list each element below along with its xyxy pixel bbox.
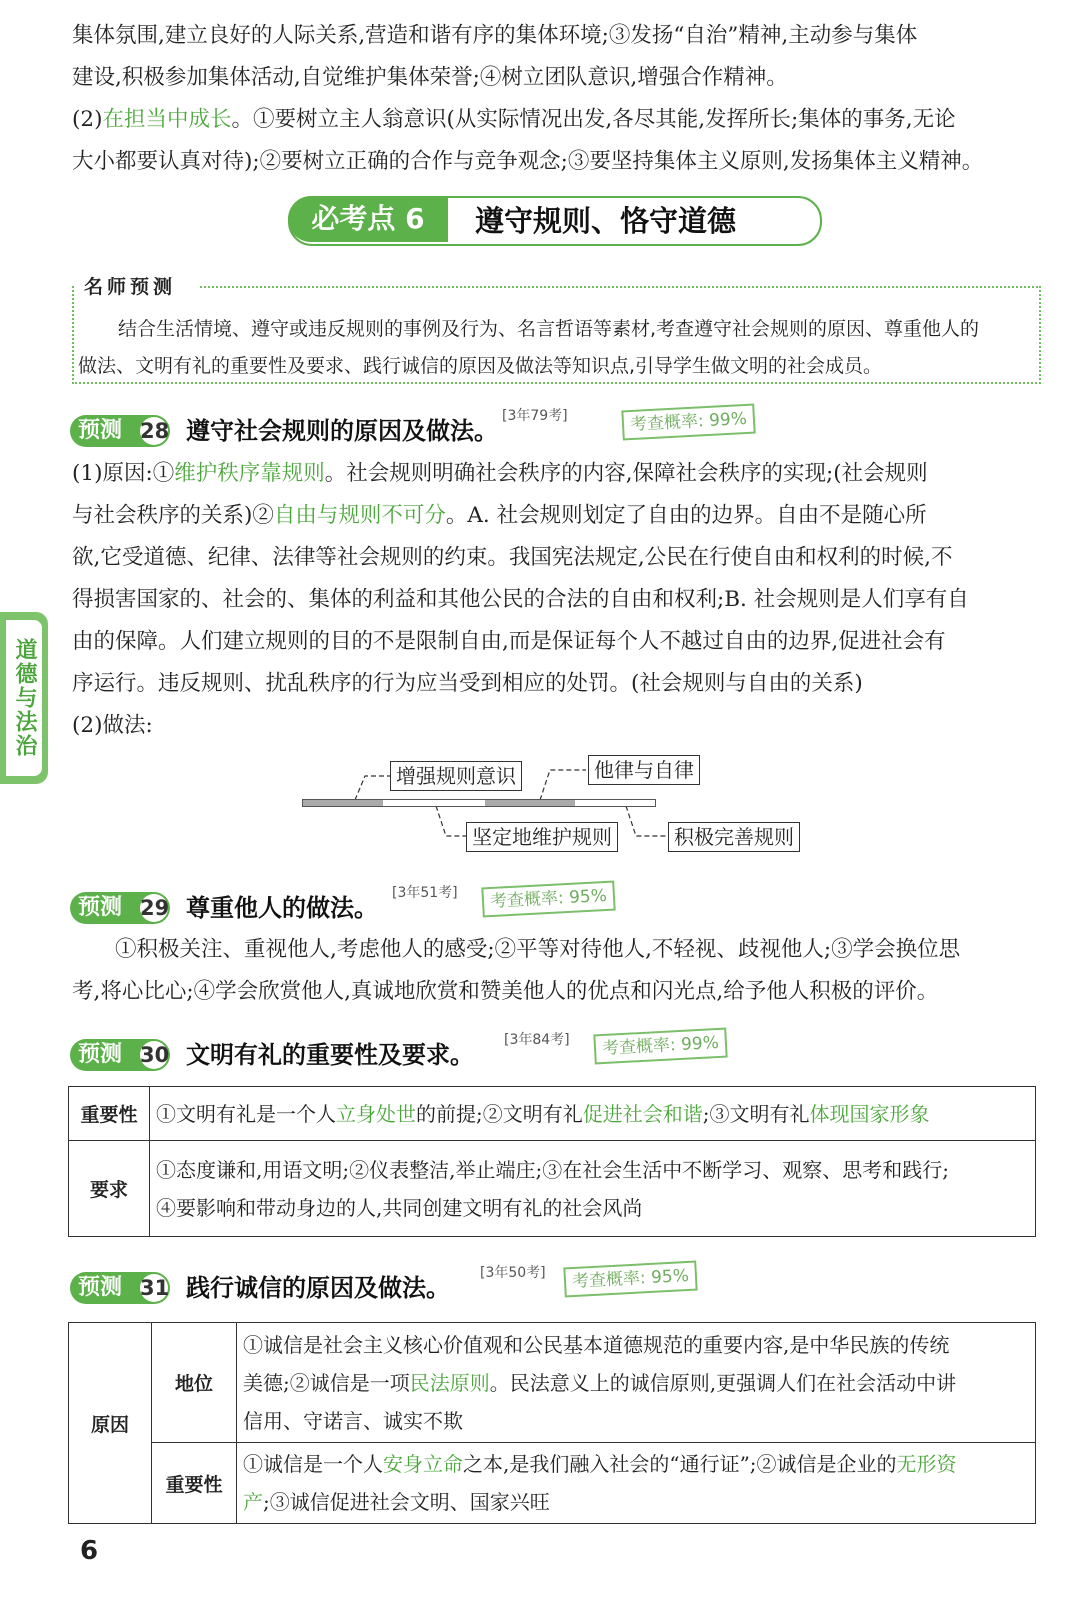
teacher-label: 名师预测 [80,272,180,299]
key-phrase: 产 [243,1490,263,1514]
row-header: 重要性 [69,1087,150,1141]
diagram-box-uphold-rules: 坚定地维护规则 [466,822,618,852]
exam-frequency: [3年51考] [392,885,458,901]
exam-frequency: [3年79考] [502,408,568,424]
text-line [243,1445,1029,1483]
teacher-line-2: 做法、文明有礼的重要性及要求、践行诚信的原因及做法等知识点,引导学生做文明的社会成员。 [78,355,883,377]
key-phrase: 立身处世 [336,1101,416,1126]
item-text: 。①要树立主人翁意识(从实际情况出发,各尽其能,发挥所长;集体的事务,无论 [231,107,956,132]
key-phrase: 自由与规则不可分 [273,503,446,528]
text: 信用、守诺言、诚实不欺 [243,1408,463,1433]
prediction-tag: 预测 [78,1042,123,1067]
exam-frequency: [3年50考] [480,1265,546,1281]
row-header: 要求 [69,1141,150,1237]
text: 的前提;②文明有礼 [416,1101,583,1126]
p28-line-6: 序运行。违反规则、扰乱秩序的行为应当受到相应的处罚。(社会规则与自由的关系) [72,671,863,696]
key-phrase: 民法原则 [409,1370,490,1395]
table-cell [150,1141,1036,1237]
text-line [243,1483,1029,1521]
table-cell [150,1087,1036,1141]
key-phrase: 促进社会和谐 [582,1101,703,1126]
table-row [69,1087,1036,1141]
text: ;③诚信促进社会文明、国家兴旺 [263,1490,550,1514]
p29-line-1: ①积极关注、重视他人,考虑他人的感受;②平等对待他人,不轻视、歧视他人;③学会换位思 [115,937,961,962]
table-cell [237,1323,1036,1443]
subject-side-tab [0,612,48,784]
section-pill: 必考点 6 [288,196,448,242]
prediction-title: 文明有礼的重要性及要求。 [186,1041,474,1069]
prediction-number: 30 [140,1043,170,1067]
prediction-pill [70,892,170,924]
section-title: 遵守规则、恪守道德 [475,204,737,238]
key-phrase: 无形资 [896,1452,957,1476]
row-subheader: 重要性 [152,1443,237,1524]
diagram-box-improve-rules: 积极完善规则 [668,822,800,852]
row-subheader: 地位 [152,1323,237,1443]
text: ④要影响和带动身边的人,共同创建文明有礼的社会风尚 [156,1195,643,1220]
text: 。民法意义上的诚信原则,更强调人们在社会活动中讲 [489,1370,957,1395]
item-prefix: (2) [72,107,103,132]
diagram-box-rule-awareness: 增强规则意识 [390,761,522,791]
text: 。社会规则明确社会秩序的内容,保障社会秩序的实现;(社会规则 [324,461,928,486]
table-civility [68,1086,1036,1237]
exam-probability-stamp: 考查概率: 99% [593,1028,727,1065]
text: 之本,是我们融入社会的“通行证”;②诚信是企业的 [463,1452,897,1476]
text: ①文明有礼是一个人 [156,1101,336,1126]
text: ①态度谦和,用语文明;②仪表整洁,举止端庄;③在社会生活中不断学习、观察、思考和践行; [156,1157,949,1182]
prediction-tag: 预测 [78,418,123,443]
prediction-number: 28 [140,419,170,443]
exam-frequency: [3年84考] [504,1032,570,1048]
teacher-line-1: 结合生活情境、遵守或违反规则的事例及行为、名言哲语等素材,考查遵守社会规则的原因、尊重他人的 [118,318,980,340]
text: ①诚信是社会主义核心价值观和公民基本道德规范的重要内容,是中华民族的传统 [243,1332,950,1357]
intro-item-2-line-2: 大小都要认真对待);②要树立正确的合作与竞争观念;③要坚持集体主义原则,发扬集体主义精神。 [72,149,984,174]
p29-line-2: 考,将心比心;④学会欣赏他人,真诚地欣赏和赞美他人的优点和闪光点,给予他人积极的评价。 [72,979,939,1004]
intro-line-1: 集体氛围,建立良好的人际关系,营造和谐有序的集体环境;③发扬“自治”精神,主动参与集体 [72,23,918,48]
text: 与社会秩序的关系)② [72,503,274,528]
text: (1)原因:① [72,461,175,486]
table-cell [237,1443,1036,1524]
prediction-pill [70,1039,170,1071]
text: 美德;②诚信是一项 [243,1370,410,1395]
table-integrity [68,1322,1036,1524]
key-phrase: 安身立命 [383,1452,463,1476]
text: 。A. 社会规则划定了自由的边界。自由不是随心所 [445,503,927,528]
p28-line-7: (2)做法: [72,713,153,738]
prediction-title: 践行诚信的原因及做法。 [186,1274,450,1302]
text: ①诚信是一个人 [243,1452,383,1476]
prediction-title: 尊重他人的做法。 [186,894,378,922]
p28-line-5: 由的保障。人们建立规则的目的不是限制自由,而是保证每个人不越过自由的边界,促进社会有 [72,629,946,654]
key-phrase: 维护秩序靠规则 [174,461,325,486]
subject-label: 道德与法治 [6,620,42,776]
intro-line-2: 建设,积极参加集体活动,自觉维护集体荣誉;④树立团队意识,增强合作精神。 [72,65,788,90]
p28-line-4: 得损害国家的、社会的、集体的利益和其他公民的合法的自由和权利;B. 社会规则是人们享有自 [72,587,969,612]
bar-segment [303,800,383,806]
p28-line-3: 欲,它受道德、纪律、法律等社会规则的约束。我国宪法规定,公民在行使自由和权利的时候,不 [72,545,953,570]
prediction-pill [70,1272,170,1304]
prediction-tag: 预测 [78,895,123,920]
text: ;③文明有礼 [702,1101,810,1126]
exam-probability-stamp: 考查概率: 99% [621,404,755,441]
key-phrase: 体现国家形象 [809,1101,930,1126]
key-phrase: 在担当中成长 [102,107,232,132]
exam-probability-stamp: 考查概率: 95% [563,1261,697,1298]
diagram-box-heteronomy-autonomy: 他律与自律 [588,755,700,785]
table-row [69,1141,1036,1237]
bar-segment [485,800,575,806]
prediction-title: 遵守社会规则的原因及做法。 [186,417,498,445]
row-header: 原因 [69,1323,152,1524]
table-row [69,1323,1036,1443]
text-line [243,1364,1029,1402]
page-number: 6 [80,1536,99,1566]
table-row [69,1443,1036,1524]
diagram-bar [302,799,656,807]
exam-probability-stamp: 考查概率: 95% [481,881,615,918]
prediction-number: 29 [140,896,170,920]
prediction-tag: 预测 [78,1275,123,1300]
prediction-number: 31 [140,1276,170,1300]
